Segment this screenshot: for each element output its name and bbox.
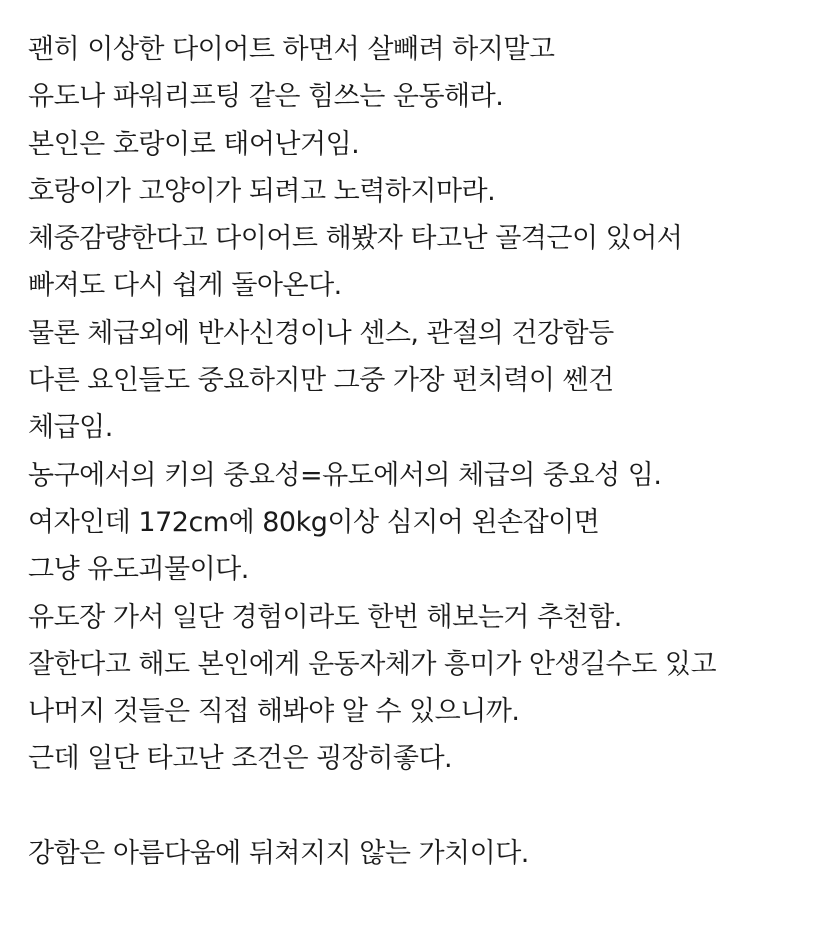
text-line: 다른 요인들도 중요하지만 그중 가장 펀치력이 쎈건 <box>28 365 614 397</box>
paragraph-spacer <box>28 783 818 830</box>
text-line: 잘한다고 해도 본인에게 운동자체가 흥미가 안생길수도 있고 <box>28 648 717 680</box>
text-line: 괜히 이상한 다이어트 하면서 살빼려 하지말고 <box>28 34 555 65</box>
text-line: 유도장 가서 일단 경험이라도 한번 해보는거 추천함. <box>28 601 622 633</box>
closing-line: 강함은 아름다움에 뒤쳐지지 않는 가치이다. <box>28 838 529 870</box>
text-line: 빠져도 다시 쉽게 돌아온다. <box>28 270 342 302</box>
text-line: 본인은 호랑이로 태어난거임. <box>28 128 360 160</box>
post-body <box>28 26 818 877</box>
text-line: 나머지 것들은 직접 해봐야 알 수 있으니까. <box>28 696 520 728</box>
text-line: 호랑이가 고양이가 되려고 노력하지마라. <box>28 175 496 207</box>
text-line: 체급임. <box>28 412 113 444</box>
text-line: 여자인데 172cm에 80kg이상 심지어 왼손잡이면 <box>28 506 600 538</box>
text-line: 그냥 유도괴물이다. <box>28 554 249 586</box>
text-line: 근데 일단 타고난 조건은 굉장히좋다. <box>28 743 453 775</box>
text-line: 물론 체급외에 반사신경이나 센스, 관절의 건강함등 <box>28 317 614 349</box>
text-line: 농구에서의 키의 중요성=유도에서의 체급의 중요성 임. <box>28 459 662 491</box>
text-line: 유도나 파워리프팅 같은 힘쓰는 운동해라. <box>28 81 504 113</box>
text-line: 체중감량한다고 다이어트 해봤자 타고난 골격근이 있어서 <box>28 223 683 255</box>
